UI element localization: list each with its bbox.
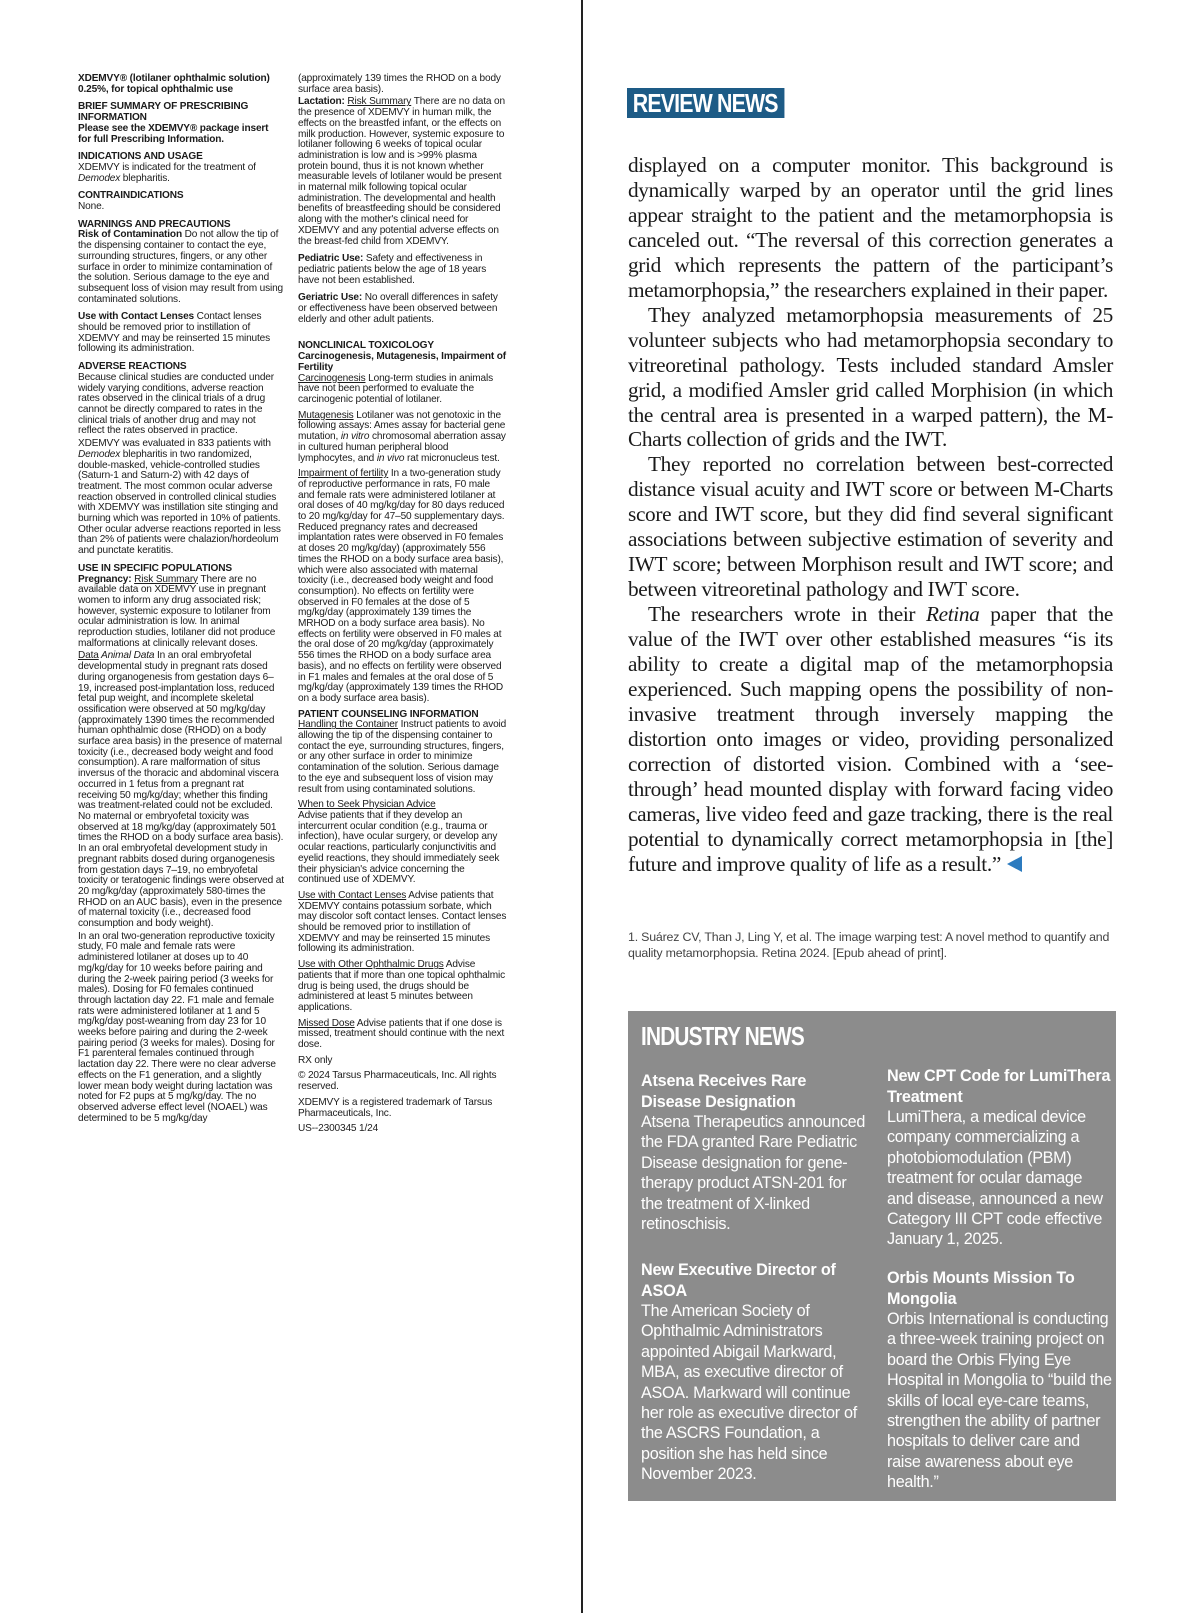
pi-contact-link: Use with Contact Lenses — [298, 889, 407, 901]
news-headline: Orbis Mounts Mission To Mongolia — [887, 1269, 1075, 1308]
news-item-atsena — [641, 1071, 866, 1234]
pi-counseling — [298, 710, 508, 796]
pi-fertility-text: In a two-generation study of reproductive performance in rats, F0 male and female rats were administered lotilaner at oral doses of 40 mg/kg/day for 80 days reduced to 20 mg/kg/day for 47–50 supplementary days. Reduced pregnancy rates and decreased implantation rates were observed in F0 females at doses 20 mg/kg/day) (approximately 556 times the RHOD on a body surface area basis), which were also associated with maternal toxicity (i.e., decreased body weight and food consumption). No effects on fertility were observed in F0 females at the dose of 5 mg/kg/day (approximately 139 times the MRHOD on a body surface area basis). No effects on fertility were observed in F0 males at the oral dose of 20 mg/kg/day (approximately 556 times the RHOD on a body surface area basis), and no effects on fertility were observed in F1 males and females at the oral dose of 5 mg/kg/day (approximately 139 times the RHOD on a body surface area basis). — [298, 468, 505, 704]
prescribing-column-2 — [298, 74, 508, 1137]
pi-other-link: Use with Other Ophthalmic Drugs — [298, 959, 444, 971]
news-body: Atsena Therapeutics announced the FDA granted Rare Pediatric Disease designation for gene-therapy product ATSN-201 for the treatment of X-linked retinoschisis. — [641, 1113, 866, 1234]
pi-code: US--2300345 1/24 — [298, 1123, 379, 1135]
page-gutter-divider — [581, 0, 583, 1613]
pi-col2-cont: (approximately 139 times the RHOD on a body surface area basis). — [298, 73, 501, 95]
end-mark-icon — [1007, 856, 1022, 872]
pi-title: XDEMVY® (lotilaner ophthalmic solution) 0.25%, for topical ophthalmic use — [78, 73, 270, 95]
article-text-end: paper that the value of the IWT over other established measures “is its ability to create a digital map of the metamorphopsia experienced. Such mapping opens the possibility of non-invasive treatment through inversely mapping the distortion onto images or video, providing personalized correction of distorted vision. Combined with a ‘see-through’ head mounted display with forward facing video cameras, live video feed and gaze tracking, there is the real potential to dynamically correct metamorphopsia in [the] future and improve quality of life as a result.” — [628, 602, 1113, 876]
pi-trademark: XDEMVY is a registered trademark of Tarsus Pharmaceuticals, Inc. — [298, 1096, 493, 1119]
pi-risk-label: Risk of Contamination — [78, 229, 182, 241]
article-paragraph: displayed on a computer monitor. This background is dynamically warped by an operator until the grid lines appear straight to the patient and the metamorphopsia is canceled out. “The reversal of this correction generates a grid which represents the pattern of the participant’s metamorphopsia,” the researchers explained in their paper. — [628, 153, 1113, 302]
article-body — [628, 153, 1113, 877]
pi-copyright: © 2024 Tarsus Pharmaceuticals, Inc. All rights reserved. — [298, 1070, 497, 1093]
pi-lactation — [298, 97, 508, 247]
pi-mutagen-text-b: chromosomal aberration assay in cultured human peripheral blood lymphocytes, and — [298, 431, 506, 464]
industry-news-title: INDUSTRY NEWS — [641, 1021, 804, 1051]
pi-carcin-heading: Carcinogenesis, Mutagenesis, Impairment of Fertility — [298, 351, 506, 373]
pi-seek-text: Advise patients that if they develop an intercurrent ocular condition (e.g., trauma or infection), have ocular surgery, or develop any ocular reactions, particularly conjunctivitis and eyelid reactions, they should immediately seek their physician's advice concerning the continued use of XDEMVY. — [298, 810, 500, 886]
pi-handling-text: Instruct patients to avoid allowing the tip of the dispensing container to contact the eye, surrounding structures, fingers, or any other surface in order to minimize contamination of the solution. Serious damage to the eye and subsequent loss of vision may result from using contaminated solutions. — [298, 719, 507, 795]
pi-adverse-heading: ADVERSE REACTIONS — [78, 361, 187, 373]
pi-fertility-link: Impairment of fertility — [298, 468, 389, 480]
pi-pregnancy-text: There are no available data on XDEMVY use in pregnant women to inform any drug associated risk; however, systemic exposure to lotilaner from ocular administration is low. In animal reproduction studies, lotilaner did not produce malformations at clinically relevant doses. — [78, 573, 276, 649]
pi-contact-text: Advise patients that XDEMVY contains potassium sorbate, which may discolor soft contact lenses. Contact lenses should be removed prior to instillation of XDEMVY and may be reinserted 15 minutes following its administration. — [298, 889, 507, 955]
review-news-tag: REVIEW NEWS — [627, 88, 784, 118]
news-item-lumithera — [887, 1066, 1112, 1250]
pi-lactation-label: Lactation: — [298, 96, 345, 108]
pi-warnings — [78, 220, 284, 306]
reference-footnote: 1. Suárez CV, Than J, Ling Y, et al. The image warping test: A novel method to quantify and quality metamorphopsia. Retina 2024. [Epub ahead of print]. — [628, 930, 1110, 960]
pi-lenses — [78, 312, 284, 355]
article-journal-name: Retina — [925, 602, 980, 627]
pi-risk-text: Do not allow the tip of the dispensing container to contact the eye, surrounding structures, fingers, or any other surface in order to minimize contamination of the solution. Serious damage to the eye and subsequent loss of vision may result from using contaminated solutions. — [78, 229, 284, 305]
pi-adverse-text2-end: blepharitis in two randomized, double-masked, vehicle-controlled studies (Saturn-1 and Saturn-2) with 42 days of treatment. The most common ocular adverse reaction observed in controlled clinical studies with XDEMVY was instillation site stinging and burning which was reported in 10% of patients. Other ocular adverse reactions reported in less than 2% of patients were chalazion/hordeolum and punctate keratitis. — [78, 448, 281, 557]
pi-mutagen-link: Mutagenesis — [298, 409, 354, 421]
news-body: LumiThera, a medical device company commercializing a photobiomodulation (PBM) treatment for ocular damage and disease, announced a new Category III CPT code effective January 1, 2025. — [887, 1108, 1103, 1249]
pi-pediatric — [298, 254, 508, 286]
pi-indications-text-end: blepharitis. — [120, 172, 170, 184]
pi-data-link: Data — [78, 650, 99, 662]
pi-populations — [78, 564, 284, 650]
pi-indications-text: XDEMVY is indicated for the treatment of — [78, 161, 256, 173]
pi-contraindications — [78, 191, 284, 212]
pi-nonclinical-heading: NONCLINICAL TOXICOLOGY — [298, 340, 434, 352]
news-item-asoa — [641, 1260, 866, 1485]
article-paragraph: They analyzed metamorphopsia measurements of 25 volunteer subjects who had metamorphopsia secondary to vitreoretinal pathology. Tests included standard Amsler grid, a modified Amsler grid called Morphision (in which the central area is presented in a warped pattern), the M-Charts collection of grids and the IWT. — [628, 302, 1113, 452]
article-paragraph-final — [628, 602, 1113, 876]
pi-lactation-link: Risk Summary — [347, 96, 412, 108]
pi-contra-heading: CONTRAINDICATIONS — [78, 190, 184, 202]
pi-adverse-text2: XDEMVY was evaluated in 833 patients with — [78, 438, 271, 450]
pi-missed-link: Missed Dose — [298, 1017, 355, 1029]
pi-warnings-heading: WARNINGS AND PRECAUTIONS — [78, 218, 231, 230]
pi-seek-advice — [298, 800, 508, 886]
article-text: The researchers wrote in their — [648, 602, 926, 627]
pi-adverse-2 — [78, 439, 284, 557]
pi-mutagen-text-c: rat micronucleus test. — [404, 452, 500, 464]
pi-indications-em: Demodex — [78, 172, 121, 184]
pi-fertility — [298, 469, 508, 704]
pi-animal-data — [78, 651, 284, 929]
pi-two-gen: In an oral two-generation reproductive toxicity study, F0 male and female rats were administered lotilaner at doses up to 40 mg/kg/day for 10 weeks before pairing and during the 2-week pairing period (3 weeks for males). Dosing for F0 females continued through lactation day 22. F1 male and female rats were administered lotilaner at 1 and 5 mg/kg/day post-weaning from day 23 for 10 weeks before pairing and during the 2-week pairing period (3 weeks for males). Dosing for F1 parenteral females continued through lactation day 22. There were no clear adverse effects on the F1 generation, and a slightly lower mean body weight during lactation was noted for F2 pups at 5 mg/kg/day. The no observed adverse effect level (NOAEL) was determined to be 5 mg/kg/day — [78, 930, 276, 1124]
pi-adverse — [78, 362, 284, 437]
pi-populations-heading: USE IN SPECIFIC POPULATIONS — [78, 562, 232, 574]
pi-seek-link: When to Seek Physician Advice — [298, 799, 436, 811]
news-item-orbis — [887, 1268, 1112, 1493]
news-headline: New CPT Code for LumiThera Treatment — [887, 1067, 1111, 1106]
pi-carcin-text: Long-term studies in animals have not been performed to evaluate the carcinogenic potential of lotilaner. — [298, 372, 493, 405]
pi-missed-dose — [298, 1019, 508, 1051]
pi-contact-lenses — [298, 891, 508, 955]
pi-missed-text: Advise patients that if one dose is missed, treatment should continue with the next dose. — [298, 1017, 505, 1051]
news-headline: New Executive Director of ASOA — [641, 1261, 836, 1300]
pi-other-drugs — [298, 960, 508, 1014]
pi-mutagen-em2: in vivo — [376, 452, 405, 464]
pi-mutagen-em1: in vitro — [340, 431, 370, 443]
pi-pregnancy-label: Pregnancy: — [78, 573, 132, 585]
pi-indications-heading: INDICATIONS AND USAGE — [78, 151, 203, 163]
industry-news-box — [628, 1011, 1116, 1501]
pi-pregnancy-link: Risk Summary — [134, 573, 198, 585]
pi-counsel-heading: PATIENT COUNSELING INFORMATION — [298, 708, 479, 720]
pi-carcin-link: Carcinogenesis — [298, 372, 366, 384]
news-headline: Atsena Receives Rare Disease Designation — [641, 1072, 807, 1111]
pi-geriatric-text: No overall differences in safety or effectiveness have been observed between elderly and other adult patients. — [298, 292, 498, 325]
pi-mutagenesis — [298, 411, 508, 465]
pi-rx-only: RX only — [298, 1054, 333, 1066]
pi-pediatric-text: Safety and effectiveness in pediatric patients below the age of 18 years have not been established. — [298, 253, 487, 286]
pi-nonclinical — [298, 341, 508, 405]
article-paragraph: They reported no correlation between best-corrected distance visual acuity and IWT score or between M-Charts score and IWT score, but they did find several significant associations between subjective estimation of severity and IWT score; between Morphison result and IWT score; and between vitreoretinal pathology and IWT score. — [628, 452, 1113, 602]
pi-contra-text: None. — [78, 201, 105, 213]
pi-lactation-text: There are no data on the presence of XDEMVY in human milk, the effects on the breastfed infant, or the effects on milk production. However, systemic exposure to lotilaner following 6 weeks of topical ocular administration is low and is >99% plasma protein bound, thus it is not known whether measurable levels of lotilaner would be present in maternal milk following topical ocular administration. The developmental and health benefits of breastfeeding should be considered along with the mother's clinical need for XDEMVY and any potential adverse effects on the breast-fed child from XDEMVY. — [298, 96, 505, 247]
pi-data-em: Animal Data — [98, 650, 155, 662]
pi-adverse-em: Demodex — [78, 448, 121, 460]
prescribing-column-1 — [78, 74, 284, 1131]
pi-adverse-text1: Because clinical studies are conducted under widely varying conditions, adverse reaction rates observed in the clinical trials of a drug cannot be directly compared to rates in the clinical trials of another drug and may not reflect the rates observed in practice. — [78, 371, 274, 437]
pi-pediatric-label: Pediatric Use: — [298, 253, 364, 265]
pi-lenses-text: Contact lenses should be removed prior to instillation of XDEMVY and may be reinserted 15 minutes following its administration. — [78, 311, 271, 355]
pi-indications — [78, 152, 284, 184]
pi-brief-note: Please see the XDEMVY® package insert for full Prescribing Information. — [78, 122, 269, 145]
pi-handling-link: Handling the Container — [298, 719, 398, 731]
pi-data-text: In an oral embryofetal developmental study in pregnant rats dosed during organogenesis from gestation days 6–19, increased post-implantation loss, reduced fetal pup weight, and incomplete skeletal ossification were observed at 50 mg/kg/day (approximately 1390 times the recommended human ophthalmic dose (RHOD) on a body surface area basis) in the presence of maternal toxicity (i.e., decreased body weight and food consumption). A rare malformation of situs inversus of the thoracic and abdominal viscera occurred in 1 fetus from a pregnant rat receiving 50 mg/kg/day; whether this finding was treatment-related could not be excluded. No maternal or embryofetal toxicity was observed at 18 mg/kg/day (approximately 501 times the RHOD on a body surface area basis). In an oral embryofetal development study in pregnant rabbits dosed during organogenesis from gestation days 7–19, no embryofetal toxicity or teratogenic findings were observed at 20 mg/kg/day (approximately 580-times the RHOD on an AUC basis), even in the presence of maternal toxicity (i.e., decreased food consumption and body weight). — [78, 650, 284, 930]
pi-geriatric — [298, 293, 508, 325]
pi-mutagen-text: Lotilaner was not genotoxic in the following assays: Ames assay for bacterial gene mutation, — [298, 409, 506, 443]
pi-geriatric-label: Geriatric Use: — [298, 292, 363, 304]
pi-lenses-label: Use with Contact Lenses — [78, 311, 195, 323]
news-body: Orbis International is conducting a three-week training project on board the Orbis Flying Eye Hospital in Mongolia to “build the skills of local eye-care teams, strengthen the ability of partner hospitals to deliver care and raise awareness about eye health.” — [887, 1310, 1112, 1492]
pi-other-text: Advise patients that if more than one topical ophthalmic drug is being used, the drugs should be administered at least 5 minutes between applications. — [298, 959, 505, 1013]
pi-brief-heading: BRIEF SUMMARY OF PRESCRIBING INFORMATION — [78, 101, 249, 124]
pi-brief-block — [78, 102, 284, 145]
news-body: The American Society of Ophthalmic Administrators appointed Abigail Markward, MBA, as executive director of ASOA. Markward will continue her role as executive director of the ASCRS Foundation, a position she has held since November 2023. — [641, 1302, 857, 1484]
